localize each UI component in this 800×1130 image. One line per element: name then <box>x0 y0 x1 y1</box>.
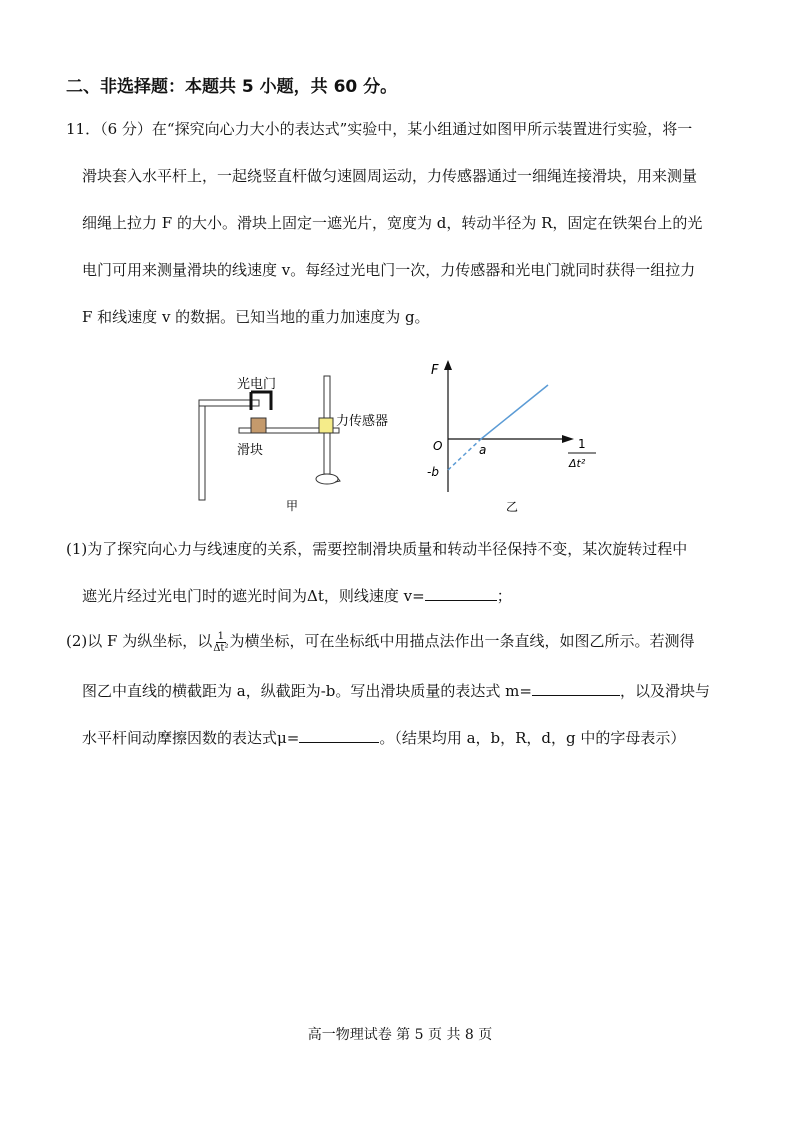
part2-text-a: (2)以 F 为纵坐标，以 <box>66 632 213 650</box>
q11-intro-line-2: 滑块套入水平杆上，一起绕竖直杆做匀速圆周运动，力传感器通过一细绳连接滑块，用来测量 <box>82 167 698 185</box>
caption-jia: 甲 <box>286 499 299 513</box>
x-axis-label-denominator: Δt² <box>569 457 586 470</box>
q11-intro-line-3: 细绳上拉力 F 的大小。滑块上固定一遮光片，宽度为 d，转动半径为 R，固定在铁架台上的光 <box>82 214 703 232</box>
left-stand <box>199 400 205 500</box>
y-axis-arrow-icon <box>444 360 452 370</box>
part2-friction-text: 水平杆间动摩擦因数的表达式μ= <box>82 729 300 747</box>
label-photogate: 光电门 <box>237 377 277 392</box>
part1-end: ； <box>496 587 512 605</box>
mass-answer-blank[interactable] <box>532 681 620 696</box>
x-axis-arrow-icon <box>562 435 574 443</box>
fraction-numerator: 1 <box>217 630 225 642</box>
slider-block <box>251 418 266 433</box>
q11-intro-line-4: 电门可用来测量滑块的线速度 v。每经过光电门一次，力传感器和光电门就同时获得一组拉力 <box>82 261 696 279</box>
rotation-arrow-icon <box>316 474 338 484</box>
figure-yi-graph <box>418 352 608 522</box>
velocity-answer-blank[interactable] <box>425 586 497 601</box>
x-intercept-label: a <box>479 443 487 457</box>
y-intercept-label: -b <box>427 465 439 479</box>
part2-mass-end: ，以及滑块与 <box>619 682 710 700</box>
part2-mass-text: 图乙中直线的横截距为 a，纵截距为-b。写出滑块质量的表达式 m= <box>82 682 532 700</box>
part2-friction-end: 。（结果均用 a，b，R，d，g 中的字母表示） <box>379 729 686 747</box>
friction-answer-blank[interactable] <box>299 728 379 743</box>
q11-intro-line-1: 11．（6 分）在“探究向心力大小的表达式”实验中，某小组通过如图甲所示装置进行实验，将一 <box>66 120 693 138</box>
part2-line-3 <box>82 727 685 748</box>
caption-yi: 乙 <box>506 500 519 514</box>
part2-line-2 <box>82 680 710 701</box>
part1-text: 遮光片经过光电门时的遮光时间为Δt，则线速度 v= <box>82 587 425 605</box>
label-slider: 滑块 <box>237 443 264 458</box>
section-title: 二、非选择题：本题共 5 小题，共 60 分。 <box>66 77 398 97</box>
part2-line-1 <box>66 630 694 654</box>
q11-intro-line-5: F 和线速度 v 的数据。已知当地的重力加速度为 g。 <box>82 308 430 326</box>
graph-line <box>481 385 548 439</box>
x-axis-label-numerator: 1 <box>578 437 586 451</box>
part2-text-b: 为横坐标，可在坐标纸中用描点法作出一条直线，如图乙所示。若测得 <box>229 632 695 650</box>
part1-line-2 <box>82 585 512 606</box>
y-axis-label: F <box>431 363 439 378</box>
inline-fraction <box>213 631 228 654</box>
part1-line-1: (1)为了探究向心力与线速度的关系，需要控制滑块质量和转动半径保持不变，某次旋转过程中 <box>66 540 688 558</box>
force-sensor <box>319 418 333 433</box>
figure-jia-apparatus <box>185 362 405 520</box>
fraction-denominator: Δt² <box>213 642 229 654</box>
page-footer: 高一物理试卷 第 5 页 共 8 页 <box>307 1027 493 1043</box>
label-force-sensor: 力传感器 <box>336 414 389 429</box>
origin-label: O <box>433 439 443 453</box>
graph-line-extension <box>448 439 481 470</box>
